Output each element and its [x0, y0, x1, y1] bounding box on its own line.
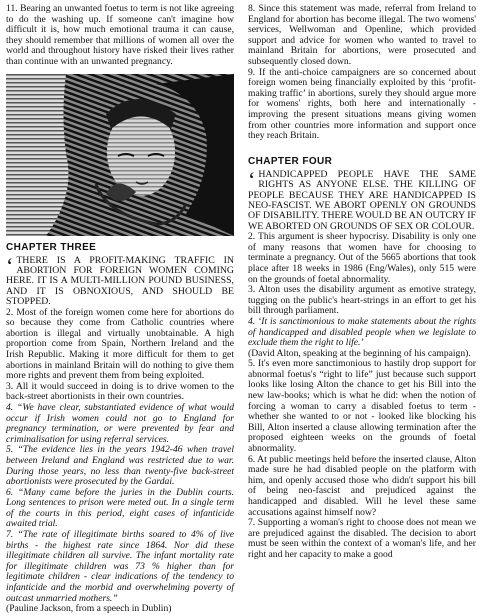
paragraph-8: 8. Since this statement was made, referral from Ireland to England for abortion has become illegal. The two womens' services, Wellwoman and Openline, which provided support and advice for women who wanted to travel to mainland Britain for abortions, were prosecuted and subsequently closed down.	[248, 3, 476, 67]
paragraph-3-r: 3. Alton uses the disability argument as emotive strategy, tugging on the public's heart-strings in an effort to get his bill through parliament.	[248, 284, 476, 317]
paragraph-7-r: 7. Supporting a woman's right to choose does not mean we are prejudiced against the disabled. The decision to abort must be seen within the context of a woman's life, and her right and her capacity to make a good	[248, 517, 476, 560]
attribution: (Pauline Jackson, from a speech in Dublin)	[6, 603, 172, 615]
open-quote-mark: ‘	[6, 255, 14, 278]
chapter-three-quote: THERE IS A PROFIT-MAKING TRAFFIC IN ABORTION FOR FOREIGN WOMEN COMING HERE. IT IS A MULTI-MILLION POUND BUSINESS, AND IT IS OBNOXIOUS, AND SHOULD BE STOPPED.	[6, 255, 234, 308]
paragraph-4-attribution: (David Alton, speaking at the beginning of his campaign).	[248, 347, 471, 359]
paragraph-5: 5. “The evidence lies in the years 1942-46 when travel between Ireland and England was restricted due to war. During those years, no less than twenty-five back-street abortionists were prosecuted by the Gardai.	[6, 444, 234, 488]
chapter-four-heading: CHAPTER FOUR	[248, 155, 333, 167]
paragraph-2: 2. Most of the foreign women come here for abortions do so because they come from Catholic countries where abortion is illegal and virtually unobtainable. A high proportion come from Spain, Northern Ireland and the Irish Republic. Making it more difficult for them to get abortions in mainland Britain will do nothing to give them more rights and prevent them from being exploited.	[6, 306, 234, 382]
paragraph-2-r: 2. This argument is sheer hypocrisy. Disability is only one of many reasons that women have for choosing to terminate a pregnancy. Out of the 5665 abortions that took place after 18 weeks in 1986 (Eng/Wales), only 515 were on the grounds of foetal abnormality.	[248, 231, 476, 285]
paragraph-7: 7. “The rate of illegitimate births soared to 4% of live births - the highest rate since 1864. Nor did these illegitimate children all survive. The infant mortality rate for illegitimate children was 73 % higher than for legitimate children - clear indications of the tendency to infanticide and the morbid and overwhelming poverty of outcast unmarried mothers.”	[6, 529, 234, 604]
paragraph-11: 11. Bearing an unwanted foetus to term is not like agreeing to do the washing up. If someone can't imagine how difficult it is, how much emotional trauma it can cause, they should remember that millions of women all over the world and throughout history have risked their lives rather than continue with an unwanted pregnancy.	[6, 3, 234, 67]
right-column	[248, 4, 476, 561]
paragraph-6-r: 6. At public meetings held before the inserted clause, Alton made sure he had disabled people on the platform with him, and openly accused those who didn't support his bill of being neo-fascist and prejudiced against the handicapped and disabled. Will he level these same accusations against himself now?	[248, 453, 476, 518]
paragraph-6: 6. “Many came before the juries in the Dublin courts. Long sentences to prison were meted out. In a single term of the courts in this period, eight cases of infanticide awaited trial.	[6, 486, 234, 530]
paragraph-4-r: 4. ‘It is sanctimonious to make statements about the rights of handicapped and disabled people when we legislate to exclude them the right to life.’	[248, 315, 476, 349]
left-column	[6, 4, 234, 615]
paragraph-9: 9. If the anti-choice campaigners are so concerned about foreign women being financially exploited by this ‘profit-making traffic’ in abortions, surely they should argue more for womens' rights, both here and internationally - improving the present situations means giving women from other countries more information and support once they reach Britain.	[248, 66, 476, 142]
paragraph-5-r: 5. It's even more sanctimonious to hastily drop support for abnormal foetus's “right to life” just because such support looks like losing Alton the chance to get his Bill into the new law-books; which is what he did: when the notion of forcing a woman to carry a disabled foetus to term - whether she wanted to or not - looked like blocking his Bill, Alton inserted a clause allowing termination after the proposed eighteen weeks on the grounds of foetal abnormality.	[248, 358, 476, 455]
open-quote-mark: ‘	[248, 169, 256, 192]
woman-photo-image	[6, 74, 234, 236]
chapter-four-quote-block	[248, 170, 476, 232]
paragraph-3: 3. All it would succeed in doing is to drive women to the back-street abortionists in their own countries.	[6, 380, 234, 403]
photo-illustration	[6, 74, 234, 236]
chapter-three-quote-block	[6, 256, 234, 308]
paragraph-4: 4. “We have clear, substantiated evidence of what would occur if Irish women could not go to England for pregnancy termination, or were prevented by fear and criminalisation for using referral services.	[6, 401, 234, 445]
chapter-three-heading: CHAPTER THREE	[6, 241, 97, 253]
chapter-four-quote: HANDICAPPED PEOPLE HAVE THE SAME RIGHTS AS ANYONE ELSE. THE KILLING OF PEOPLE BECAUSE THEY ARE HANDICAPPED IS NEO-FASCIST. WE ABORT OPENLY ON GROUNDS OF DISABILITY. THERE WOULD BE AN OUTCRY IF WE ABORTED ON GROUNDS OF SEX OR COLOUR.	[248, 169, 476, 232]
